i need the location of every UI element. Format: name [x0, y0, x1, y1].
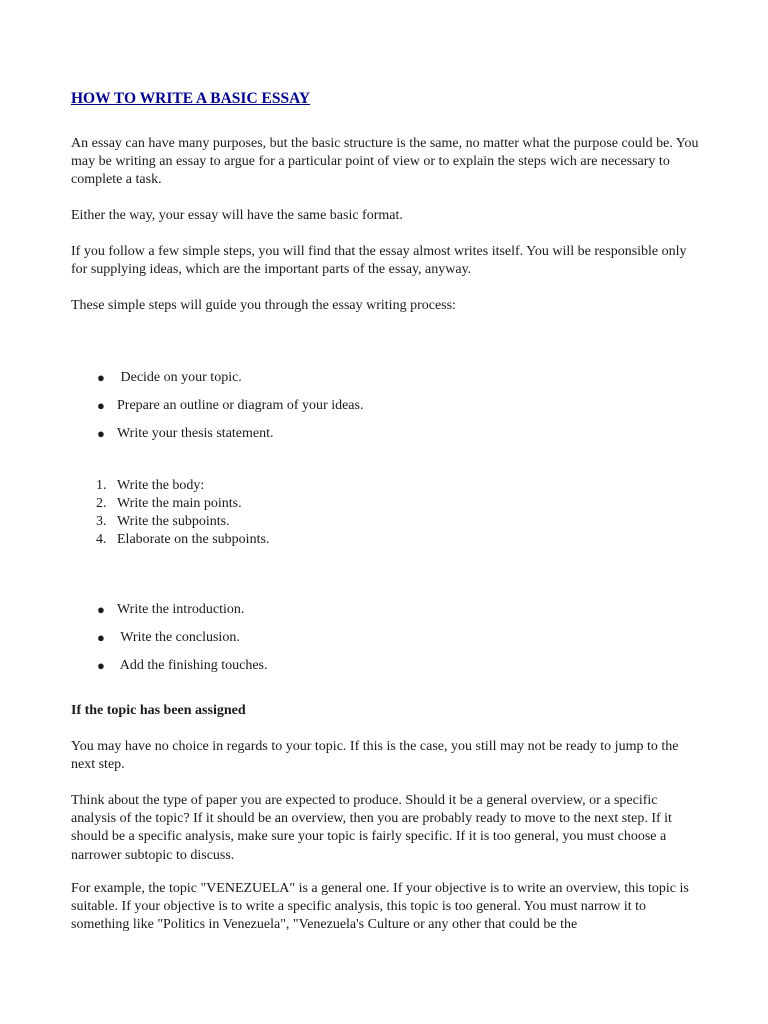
bullet-icon: ●: [97, 370, 105, 385]
bullet-icon: ●: [97, 398, 105, 413]
list-number: 2.: [96, 496, 107, 511]
bullet-icon: ●: [97, 426, 105, 441]
section-paragraph-3: For example, the topic "VENEZUELA" is a general one. If your objective is to write an overview, this topic is suitable. If your objective is to write a specific analysis, this topic is too general. You must narrow it to something like "Politics in Venezuela", "Venezuela's Culture or any other that could be the: [71, 881, 689, 933]
section-paragraph-2: Think about the type of paper you are expected to produce. Should it be a general overview, or a specific analysis of the topic? If it should be an overview, then you are probably ready to move to the next step. If it should be a specific analysis, make sure your topic is fairly specific. If it is too general, you must choose a narrower subtopic to discuss.: [71, 793, 672, 863]
list-item-text: Add the finishing touches.: [117, 658, 268, 673]
list-item-text: Write the main points.: [117, 496, 242, 511]
list-item-text: Write the subpoints.: [117, 514, 230, 529]
bullet-icon: ●: [97, 602, 105, 617]
bullet-icon: ●: [97, 658, 105, 673]
list-item-text: Elaborate on the subpoints.: [117, 532, 270, 547]
bullet-icon: ●: [97, 630, 105, 645]
list-number: 3.: [96, 514, 107, 529]
list-item-text: Prepare an outline or diagram of your ideas.: [117, 398, 364, 413]
intro-paragraph: An essay can have many purposes, but the basic structure is the same, no matter what the purpose could be. You may be writing an essay to argue for a particular point of view or to explain the steps wich are necessary to complete a task.: [71, 136, 699, 188]
steps-paragraph: If you follow a few simple steps, you will find that the essay almost writes itself. You will be responsible only for supplying ideas, which are the important parts of the essay, anyway.: [71, 244, 687, 278]
format-paragraph: Either the way, your essay will have the same basic format.: [71, 208, 403, 223]
list-item-text: Write the introduction.: [117, 602, 245, 617]
section-paragraph-1: You may have no choice in regards to your topic. If this is the case, you still may not be ready to jump to the next step.: [71, 739, 679, 773]
page-title: HOW TO WRITE A BASIC ESSAY: [71, 90, 311, 107]
list-item-text: Write the body:: [117, 478, 205, 493]
guide-paragraph: These simple steps will guide you through the essay writing process:: [71, 298, 456, 313]
list-number: 4.: [96, 532, 107, 547]
section-heading: If the topic has been assigned: [71, 703, 246, 718]
list-number: 1.: [96, 478, 107, 493]
list-item-text: Write the conclusion.: [117, 630, 240, 645]
list-item-text: Write your thesis statement.: [117, 426, 274, 441]
list-item-text: Decide on your topic.: [117, 370, 242, 385]
